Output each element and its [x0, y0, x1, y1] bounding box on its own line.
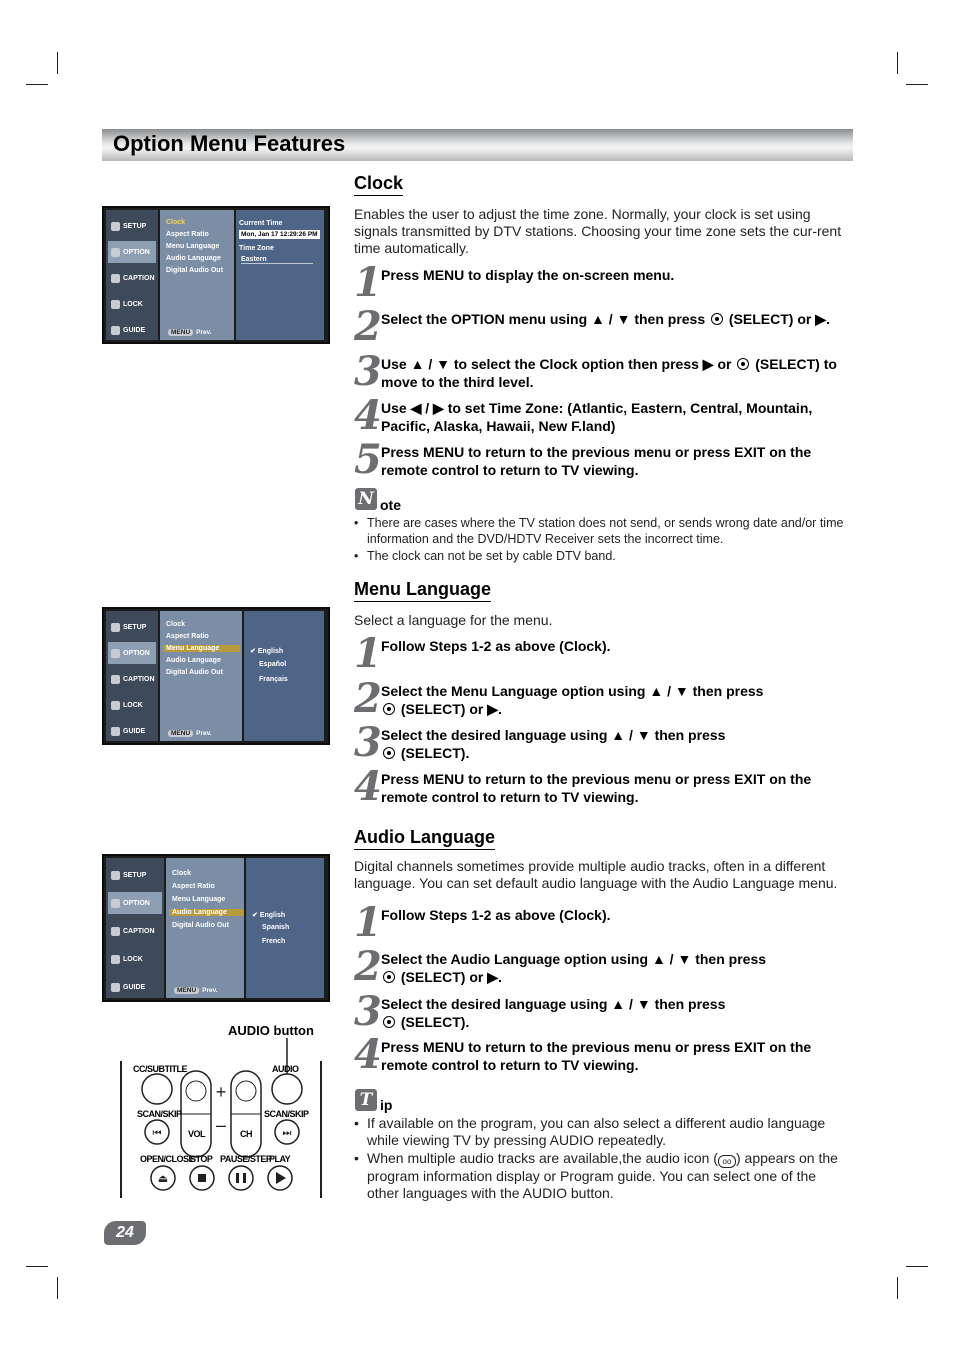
note-label: ote — [380, 497, 401, 513]
sidebar-item-option: OPTION — [108, 241, 156, 263]
language-option: French — [262, 938, 286, 945]
tip-item: • When multiple audio tracks are available,the audio icon ( oo ) appears on the program information display or Program guide. You can select one of the other languages with the AUDIO button. — [354, 1150, 838, 1201]
audio-language-screenshot — [102, 854, 330, 1002]
ch-up-dot — [236, 1081, 256, 1101]
menu-option: Aspect Ratio — [166, 231, 209, 238]
clock-step-4: 4 Use ◀ / ▶ to set Time Zone: (Atlantic, Eastern, Central, Mountain, Pacific, Alaska, Hawaii, New F.land) — [354, 392, 813, 439]
note-item: • There are cases where the TV station does not send, or sends wrong date and/or time information and the DVD/HDTV Receiver sets the incorrect time. — [354, 516, 844, 546]
up-arrow-icon: ▲ — [611, 996, 626, 1012]
crop-mark — [26, 1266, 48, 1267]
note-icon: N — [355, 488, 377, 510]
lock-icon — [111, 955, 120, 964]
prev-hint: MENU Prev. — [168, 329, 212, 336]
menu-option: Audio Language — [166, 255, 221, 262]
section-title-audio-language: Audio Language — [354, 827, 495, 850]
menu-language-step-1: 1 Follow Steps 1-2 as above (Clock). — [354, 630, 611, 677]
menu-option: Aspect Ratio — [166, 633, 209, 640]
menu-option: Aspect Ratio — [172, 883, 215, 890]
right-arrow-icon: ▶ — [815, 311, 827, 327]
menu-option: Clock — [166, 219, 186, 226]
right-arrow-icon: ▶ — [702, 356, 714, 372]
crop-mark — [906, 84, 928, 85]
sidebar-item-lock: LOCK — [108, 694, 156, 716]
language-option: Spanish — [262, 924, 290, 931]
option-icon — [111, 248, 120, 257]
check-icon: ✔ — [250, 648, 256, 655]
audio-button — [272, 1074, 302, 1104]
clock-step-5: 5 Press MENU to return to the previous menu or press EXIT on the remote control to return to TV viewing. — [354, 436, 812, 483]
menu-option: Digital Audio Out — [166, 669, 223, 676]
audio-icon: oo — [718, 1155, 736, 1168]
crop-mark — [906, 1266, 928, 1267]
select-button-icon — [711, 313, 723, 325]
language-option-selected: ✔ English — [250, 648, 284, 655]
language-choices-panel — [244, 611, 324, 741]
menu-option: Menu Language — [172, 896, 226, 903]
audio-button-callout: AUDIO button — [228, 1023, 314, 1038]
option-icon — [111, 649, 120, 658]
page-number: 24 — [104, 1221, 146, 1245]
pause-icon — [243, 1173, 246, 1183]
setup-icon — [111, 871, 120, 880]
current-time-label: Current Time — [239, 220, 283, 227]
menu-option: Clock — [172, 870, 192, 877]
pause-step-button — [229, 1166, 253, 1190]
clock-menu-screenshot — [102, 206, 330, 344]
sidebar-item-caption: CAPTION — [108, 668, 156, 690]
sidebar-item-guide: GUIDE — [108, 720, 156, 742]
menu-options-panel — [160, 210, 234, 340]
menu-language-screenshot — [102, 607, 330, 745]
remote-label-stop: STOP — [190, 1154, 213, 1164]
remote-label-scan-skip: SCAN/SKIP — [137, 1109, 182, 1119]
select-button-icon — [383, 971, 395, 983]
up-arrow-icon: ▲ — [410, 356, 425, 372]
skip-forward-icon: ⏭ — [282, 1128, 292, 1139]
caption-icon — [111, 274, 120, 283]
sidebar-item-guide: GUIDE — [108, 976, 162, 998]
up-arrow-icon: ▲ — [591, 311, 605, 327]
tip-item: • If available on the program, you can also select a different audio language while viewing TV by pressing AUDIO repeatedly. — [354, 1115, 826, 1148]
crop-mark — [57, 1277, 58, 1299]
caption-icon — [111, 927, 120, 936]
section-title-menu-language: Menu Language — [354, 579, 491, 602]
sidebar-item-option: OPTION — [108, 892, 162, 914]
audio-language-step-1: 1 Follow Steps 1-2 as above (Clock). — [354, 899, 611, 946]
select-button-icon — [383, 703, 395, 715]
up-arrow-icon: ▲ — [651, 951, 666, 967]
setup-icon — [111, 222, 120, 231]
sidebar-item-lock: LOCK — [108, 293, 156, 315]
clock-step-1: 1 Press MENU to display the on-screen menu. — [354, 259, 675, 306]
remote-label-audio: AUDIO — [272, 1064, 299, 1074]
vol-up-dot — [186, 1081, 206, 1101]
sidebar-item-lock: LOCK — [108, 948, 162, 970]
menu-option-selected: Audio Language — [169, 909, 244, 916]
select-button-icon — [383, 1016, 395, 1028]
sidebar-item-guide: GUIDE — [108, 319, 156, 341]
remote-label-open-close: OPEN/CLOSE — [140, 1154, 195, 1164]
down-arrow-icon: ▼ — [677, 951, 692, 967]
remote-label-play: PLAY — [269, 1154, 291, 1164]
down-arrow-icon: ▼ — [674, 683, 689, 699]
menu-language-step-2: 2 Select the Menu Language option using ▲ / ▼ then press (SELECT) or ▶. — [354, 675, 764, 722]
section-header-bar — [102, 129, 853, 161]
check-icon: ✔ — [252, 912, 258, 919]
menu-option: Digital Audio Out — [172, 922, 229, 929]
menu-option-selected: Menu Language — [163, 645, 240, 652]
right-arrow-icon: ▶ — [487, 968, 499, 985]
remote-label-ch: CH — [240, 1129, 252, 1139]
menu-language-step-3: 3 Select the desired language using ▲ / ▼ then press (SELECT). — [354, 719, 726, 766]
audio-language-step-4: 4 Press MENU to return to the previous menu or press EXIT on the remote control to return to TV viewing. — [354, 1031, 812, 1078]
remote-label-pause-step: PAUSE/STEP — [220, 1154, 272, 1164]
right-arrow-icon: ▶ — [433, 400, 444, 416]
note-item: • The clock can not be set by cable DTV band. — [354, 549, 616, 563]
setup-icon — [111, 623, 120, 632]
clock-intro: Enables the user to adjust the time zone. Normally, your clock is set using signals transmitted by DTV stations. Choosing your time zone sets the cur-rent time automatically. — [354, 206, 842, 256]
menu-sidebar — [106, 210, 158, 340]
menu-language-step-4: 4 Press MENU to return to the previous menu or press EXIT on the remote control to return to TV viewing. — [354, 763, 812, 810]
down-arrow-icon: ▼ — [636, 996, 651, 1012]
stop-icon — [198, 1174, 206, 1182]
language-option-selected: ✔ English — [252, 912, 286, 919]
menu-option: Audio Language — [166, 657, 221, 664]
up-arrow-icon: ▲ — [649, 683, 664, 699]
menu-sidebar — [106, 611, 158, 741]
time-zone-label: Time Zone — [239, 245, 274, 252]
crop-mark — [57, 52, 58, 74]
menu-sidebar — [106, 858, 164, 998]
remote-label-scan-skip: SCAN/SKIP — [264, 1109, 309, 1119]
audio-language-step-2: 2 Select the Audio Language option using ▲ / ▼ then press (SELECT) or ▶. — [354, 943, 767, 990]
pause-icon — [236, 1173, 239, 1183]
option-icon — [111, 899, 120, 908]
cc-subtitle-button — [142, 1074, 172, 1104]
menu-option: Digital Audio Out — [166, 267, 223, 274]
sidebar-item-setup: SETUP — [108, 215, 156, 237]
language-choices-panel — [246, 858, 324, 998]
sidebar-item-caption: CAPTION — [108, 267, 156, 289]
tip-label: ip — [380, 1097, 393, 1113]
menu-option: Clock — [166, 621, 186, 628]
sidebar-item-option: OPTION — [108, 642, 156, 664]
select-button-icon — [737, 358, 749, 370]
lock-icon — [111, 701, 120, 710]
clock-settings-panel — [236, 210, 324, 340]
sidebar-item-setup: SETUP — [108, 864, 162, 886]
crop-mark — [897, 1277, 898, 1299]
down-arrow-icon: ▼ — [436, 356, 450, 372]
language-option: Français — [259, 676, 288, 683]
guide-icon — [111, 727, 120, 736]
lock-icon — [111, 300, 120, 309]
down-arrow-icon: ▼ — [616, 311, 631, 327]
skip-back-icon: ⏮ — [152, 1128, 162, 1139]
section-title-clock: Clock — [354, 173, 403, 196]
sidebar-item-caption: CAPTION — [108, 920, 162, 942]
guide-icon — [111, 326, 120, 335]
prev-hint: MENU Prev. — [168, 730, 212, 737]
menu-options-panel — [160, 611, 242, 741]
minus-icon: – — [215, 1115, 227, 1135]
guide-icon — [111, 983, 120, 992]
clock-step-2: 2 Select the OPTION menu using ▲ / ▼ then press (SELECT) or ▶. — [354, 303, 830, 350]
up-arrow-icon: ▲ — [611, 727, 626, 743]
left-arrow-icon: ◀ — [410, 400, 422, 416]
language-option: Español — [259, 661, 287, 668]
caption-icon — [111, 675, 120, 684]
plus-icon: + — [215, 1082, 227, 1102]
down-arrow-icon: ▼ — [636, 727, 651, 743]
crop-mark — [897, 52, 898, 74]
clock-step-3: 3 Use ▲ / ▼ to select the Clock option then press ▶ or (SELECT) to move to the third level. — [354, 348, 837, 395]
audio-language-step-3: 3 Select the desired language using ▲ / ▼ then press (SELECT). — [354, 988, 726, 1035]
crop-mark — [26, 84, 48, 85]
time-zone-value: Eastern — [241, 256, 313, 264]
menu-options-panel — [166, 858, 244, 998]
remote-label-vol: VOL — [188, 1129, 206, 1139]
right-arrow-icon: ▶ — [487, 700, 499, 717]
page-title: Option Menu Features — [113, 131, 346, 156]
sidebar-item-setup: SETUP — [108, 616, 156, 638]
tip-icon: T — [355, 1089, 377, 1111]
menu-option: Menu Language — [166, 243, 220, 250]
menu-language-intro: Select a language for the menu. — [354, 612, 553, 628]
current-time-value: Mon, Jan 17 12:29:26 PM — [241, 231, 318, 238]
select-button-icon — [383, 747, 395, 759]
eject-icon: ⏏ — [157, 1172, 169, 1185]
remote-label-cc-subtitle: CC/SUBTITLE — [133, 1064, 187, 1074]
audio-language-intro: Digital channels sometimes provide multiple audio tracks, often in a different language. You can set default audio language with the Audio Language menu. — [354, 858, 838, 891]
prev-hint: MENU Prev. — [174, 987, 218, 994]
